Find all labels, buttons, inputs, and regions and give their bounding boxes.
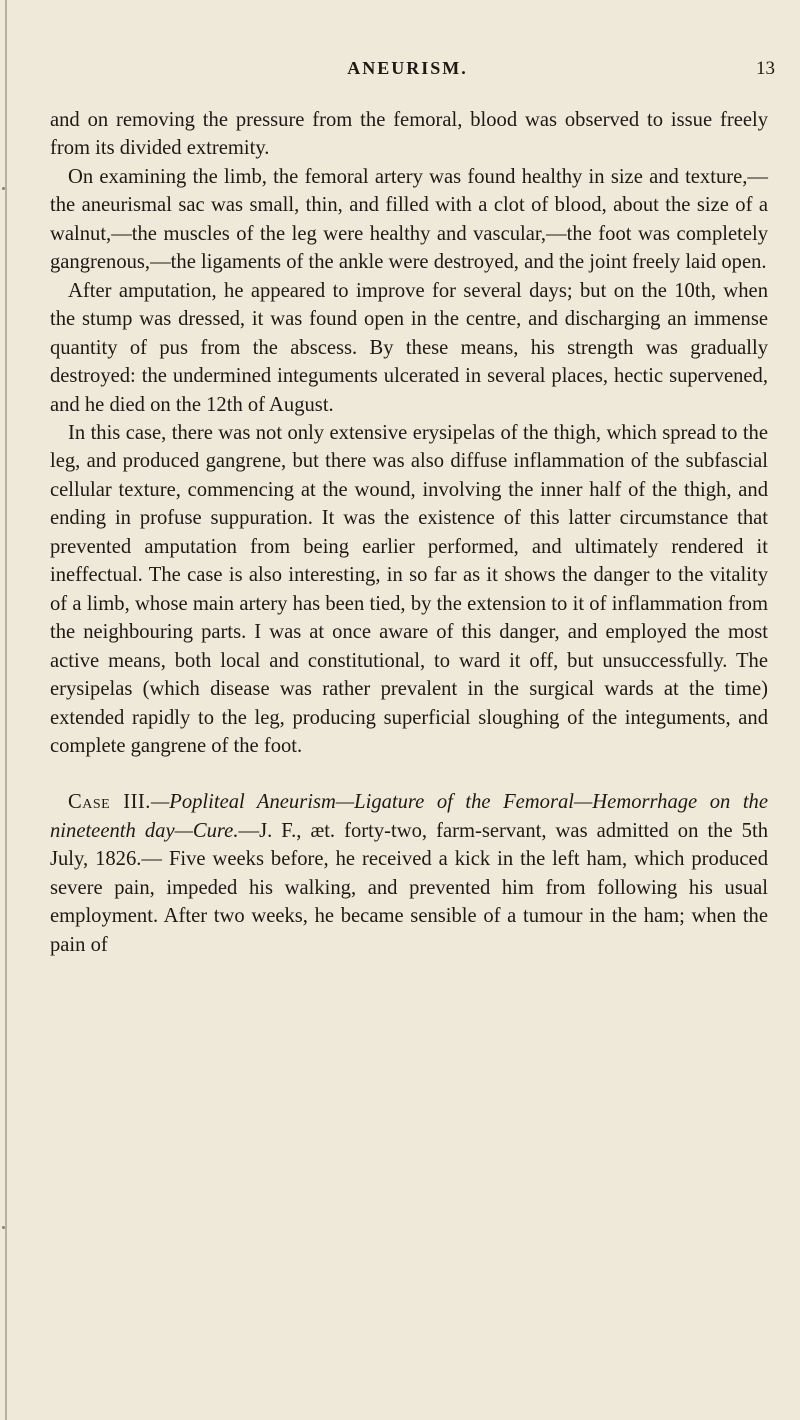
edge-mark xyxy=(2,1226,5,1229)
paragraph: After amputation, he appeared to improve for several days; but on the 10th, when the stump was dressed, it was found open in the centre, and discharging an immense quantity of pus from the abscess. By these means, his strength was gradually destroyed: the undermined integuments ulcerated in several places, hectic supervened, and he died on the 12th of August. xyxy=(50,279,768,416)
page-header xyxy=(40,58,775,88)
body-text xyxy=(50,106,768,959)
case-title: —Popliteal Aneurism—Ligature of the Femoral—Hemorrhage on the nineteenth day—Cure. xyxy=(50,791,768,842)
paragraph: and on removing the pressure from the femoral, blood was observed to issue freely from its divided extremity. xyxy=(50,109,768,160)
running-head: ANEURISM. xyxy=(347,58,468,78)
paragraph: In this case, there was not only extensive erysipelas of the thigh, which spread to the leg, and produced gangrene, but there was also diffuse inflammation of the subfascial cellular texture, commencing at the wound, involving the inner half of the thigh, and ending in profuse suppuration. It was the existence of this latter circumstance that prevented amputation from being earlier performed, and ultimately rendered it ineffectual. The case is also interesting, in so far as it shows the danger to the vitality of a limb, whose main artery has been tied, by the extension to it of inflammation from the neighbouring parts. I was at once aware of this danger, and employed the most active means, both local and constitutional, to ward it off, but unsuccessfully. The erysipelas (which disease was rather prevalent in the surgical wards at the time) extended rapidly to the leg, producing superficial sloughing of the integuments, and complete gangrene of the foot. xyxy=(50,421,768,757)
case-paragraph xyxy=(50,788,768,959)
case-body: —J. F., æt. forty-two, farm-servant, was admitted on the 5th July, 1826.— Five weeks before, he received a kick in the left ham, which produced severe pain, impeded his walking, and prevented him from following his usual employment. After two weeks, he became sensible of a tumour in the ham; when the pain of xyxy=(50,819,768,956)
page-edge-rule xyxy=(5,0,7,1420)
paragraph: On examining the limb, the femoral artery was found healthy in size and texture,—the aneurismal sac was small, thin, and filled with a clot of blood, about the size of a walnut,—the muscles of the leg were healthy and vascular,—the foot was completely gangrenous,—the ligaments of the ankle were destroyed, and the joint freely laid open. xyxy=(50,165,768,274)
edge-mark xyxy=(2,187,5,190)
page-number: 13 xyxy=(756,58,775,79)
case-label: Case III. xyxy=(68,791,151,814)
